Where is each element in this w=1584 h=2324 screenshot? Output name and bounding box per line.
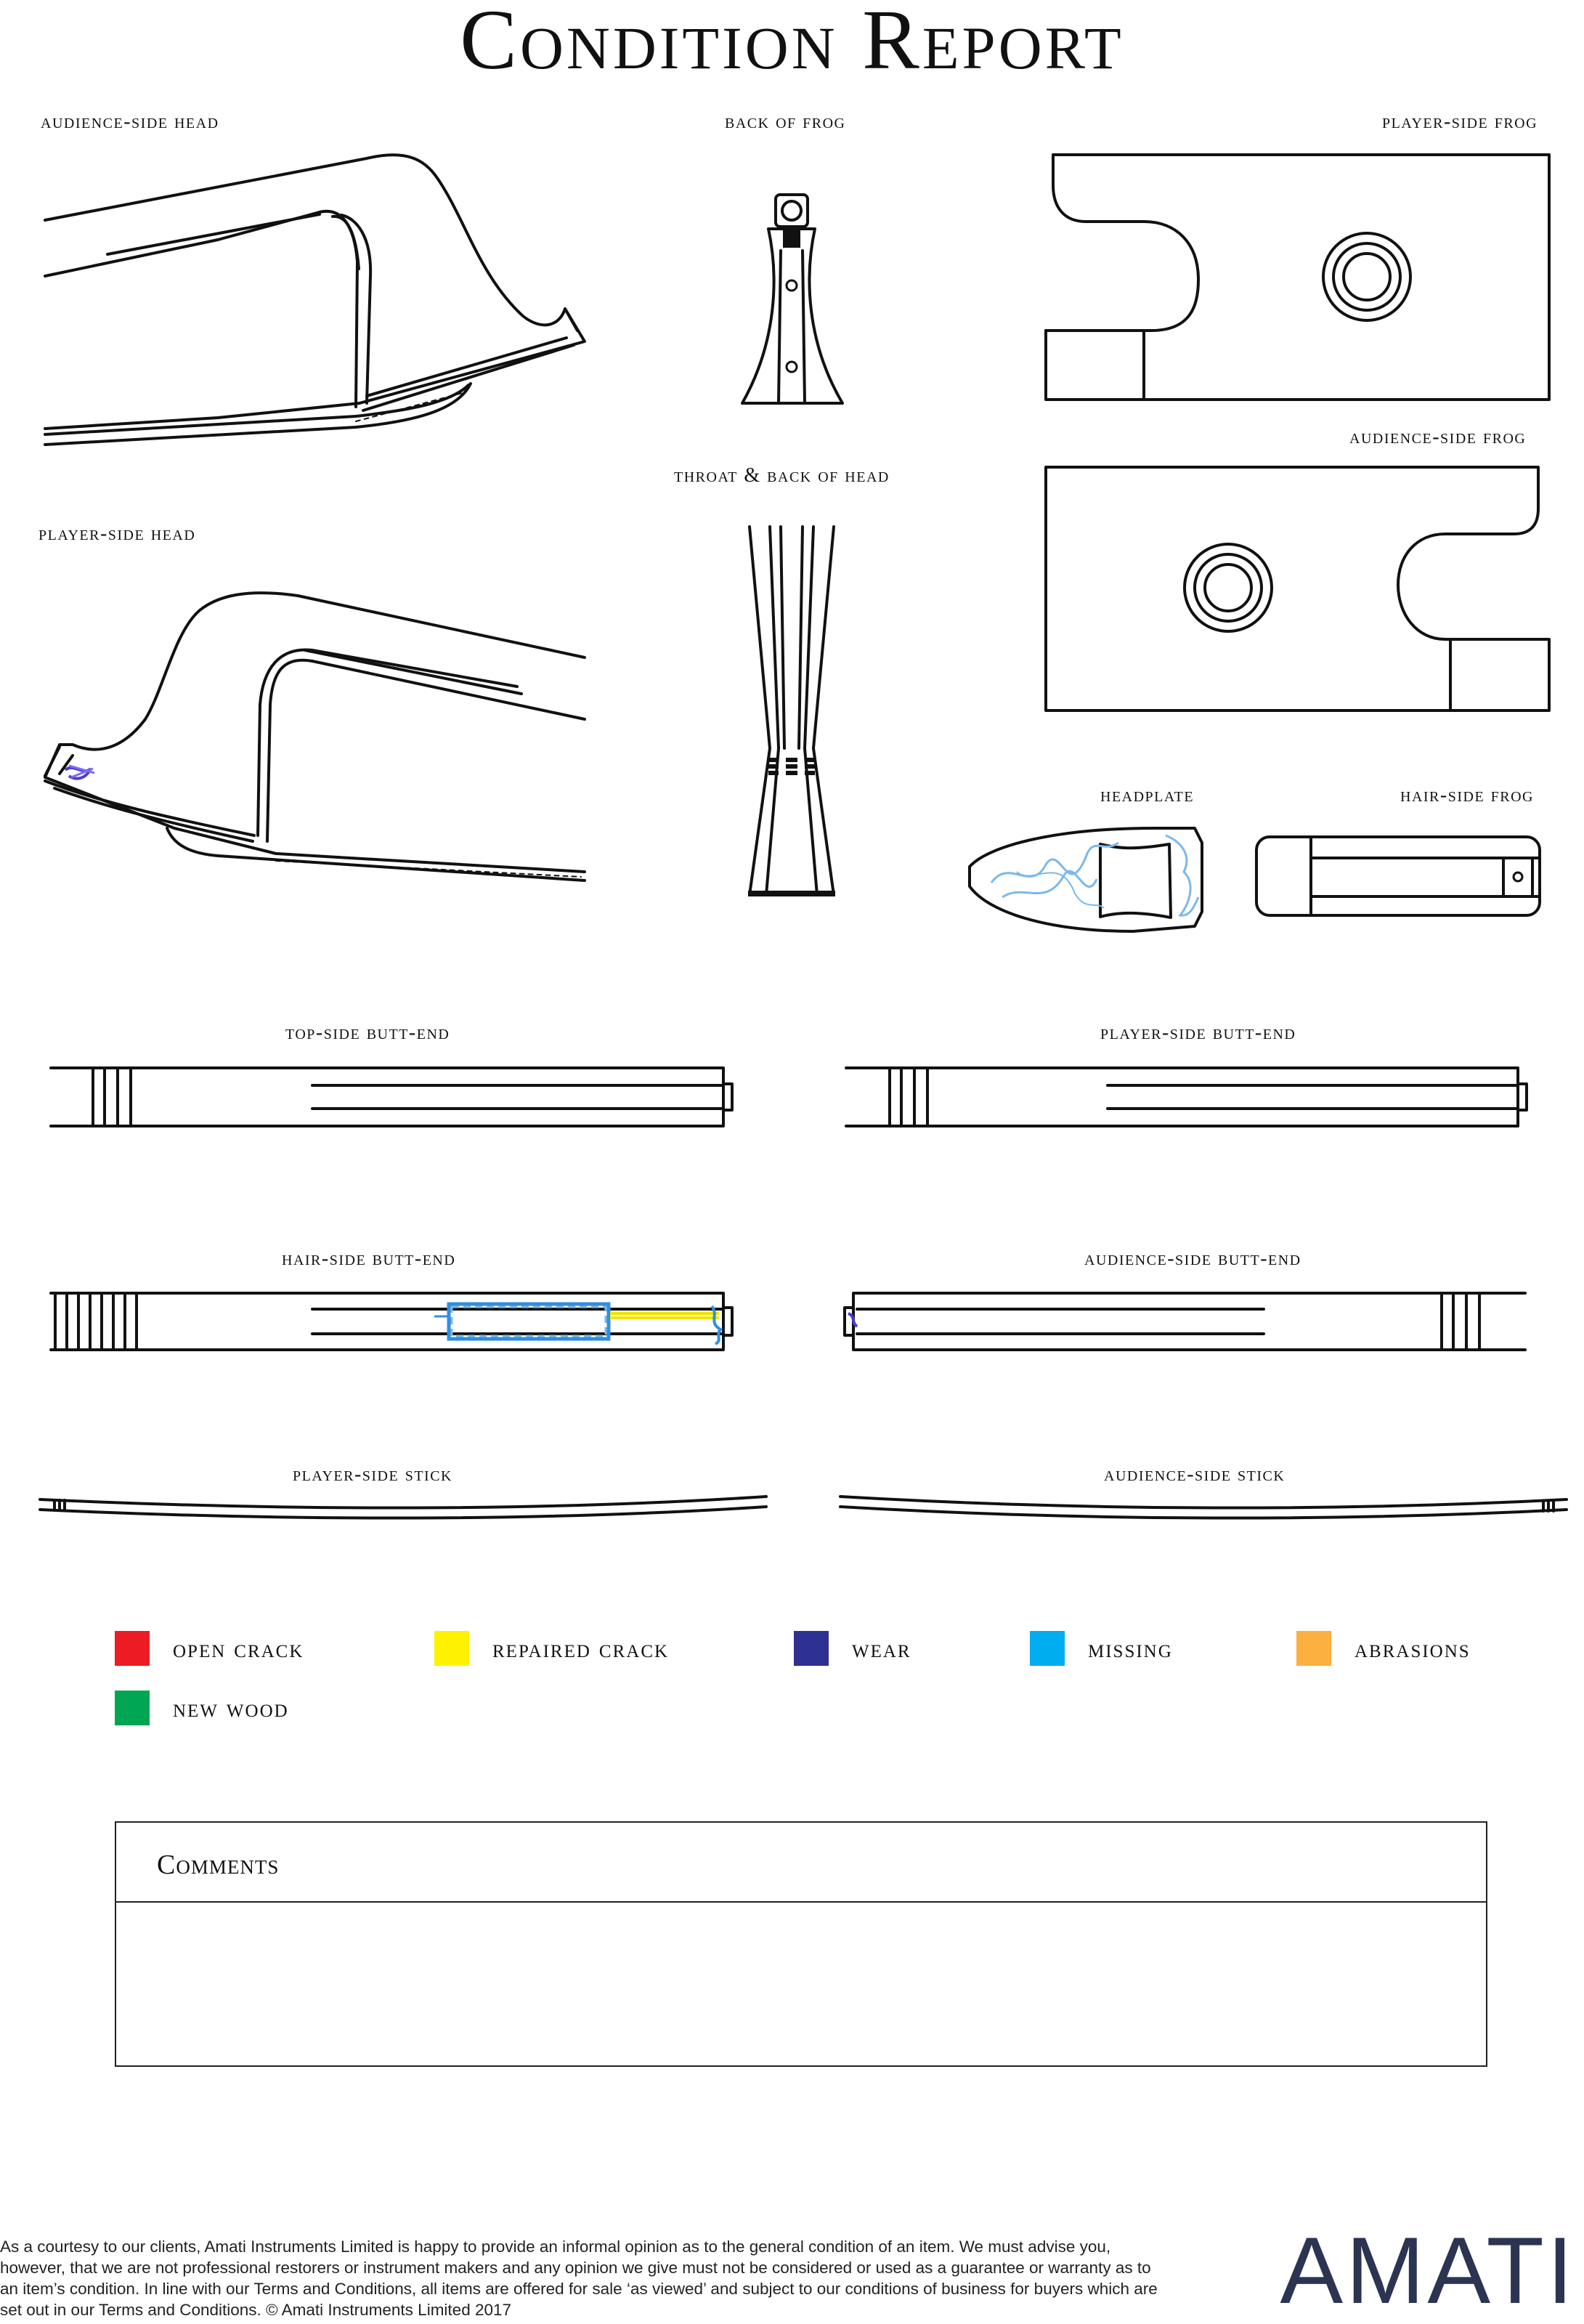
- label-throat-back-of-head: throat & back of head: [674, 464, 890, 487]
- disclaimer-text: As a courtesy to our clients, Amati Instruments Limited is happy to provide an informal opinion as to the general condition of an item. We must advise you, however, that we are not professional restorers or instrument makers and any opinion we give must not be considered or used as a guarantee or warranty as to an item’s condition. In line with our Terms and Conditions, all items are offered for sale ‘as viewed’ and subject to our conditions of business for buyers which are set out in our Terms and Conditions. © Amati Instruments Limited 2017: [0, 2238, 1158, 2319]
- legend-swatch: [115, 1691, 150, 1725]
- label-audience-side-head: audience-side head: [41, 110, 219, 133]
- label-player-side-stick: player-side stick: [293, 1463, 452, 1486]
- label-player-side-butt-end: player-side butt-end: [1100, 1021, 1296, 1044]
- legend-label: repaired crack: [492, 1634, 670, 1663]
- legend-swatch: [1030, 1631, 1065, 1666]
- label-audience-side-stick: audience-side stick: [1104, 1463, 1286, 1486]
- comments-header: [116, 1823, 1486, 1903]
- legend-swatch: [794, 1631, 829, 1666]
- label-headplate: headplate: [1100, 784, 1195, 806]
- legend-label: new wood: [173, 1693, 289, 1722]
- label-player-side-frog: player-side frog: [1382, 110, 1538, 133]
- label-back-of-frog: back of frog: [725, 110, 846, 133]
- legend-label: missing: [1088, 1634, 1173, 1663]
- label-player-side-head: player-side head: [38, 522, 196, 545]
- label-hair-side-frog: hair-side frog: [1400, 784, 1535, 806]
- label-hair-side-butt-end: hair-side butt-end: [282, 1247, 456, 1270]
- legend-label: wear: [852, 1634, 911, 1663]
- legend-swatch: [115, 1631, 150, 1666]
- label-audience-side-frog: audience-side frog: [1349, 426, 1527, 448]
- legend-swatch: [434, 1631, 469, 1666]
- legend-swatch: [1296, 1631, 1331, 1666]
- amati-logo: AMATI: [1280, 2217, 1576, 2323]
- comments-box[interactable]: [115, 1821, 1487, 2067]
- legend-label: open crack: [173, 1634, 304, 1663]
- comments-title: Comments: [157, 1850, 280, 1880]
- legend-label: abrasions: [1354, 1634, 1471, 1663]
- page-title: Condition Report: [460, 0, 1124, 87]
- comments-body[interactable]: [157, 1917, 1457, 2051]
- label-top-side-butt-end: top-side butt-end: [285, 1021, 450, 1044]
- label-audience-side-butt-end: audience-side butt-end: [1084, 1247, 1301, 1270]
